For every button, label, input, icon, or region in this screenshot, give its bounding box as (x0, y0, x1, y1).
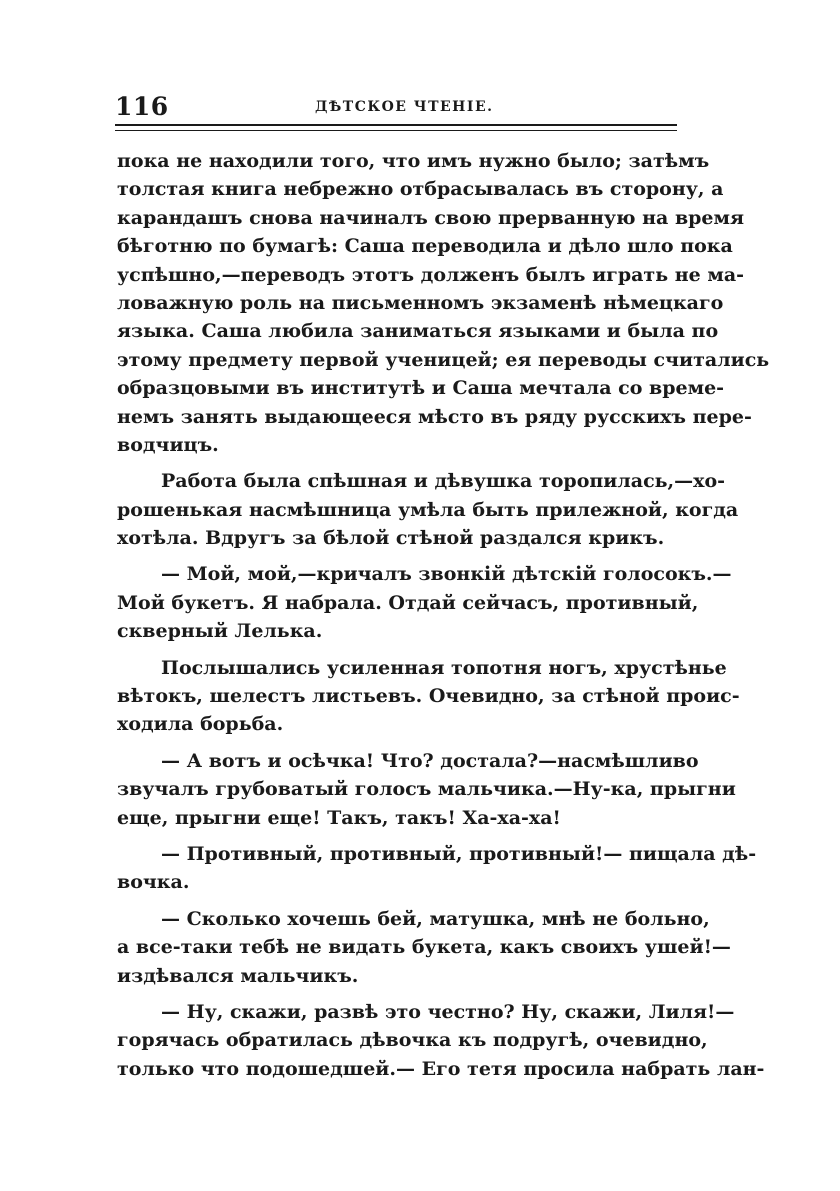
text-line: немъ занять выдающееся мѣсто въ ряду русскихъ пере- (117, 405, 752, 428)
text-line: звучалъ грубоватый голосъ мальчика.—Ну-ка, прыгни (117, 778, 736, 801)
text-line: образцовыми въ институтѣ и Саша мечтала со време- (117, 377, 725, 400)
header-rule-thick (115, 124, 677, 126)
text-line: пока не находили того, что имъ нужно было; затѣмъ (117, 150, 710, 172)
text-line: бѣготню по бумагѣ: Саша переводила и дѣло шло пока (117, 235, 733, 258)
header-rule-thin (115, 130, 677, 131)
paragraph-gap (117, 897, 683, 905)
paragraph-gap (117, 552, 683, 560)
paragraph (117, 147, 770, 459)
text-line: — Ну, скажи, развѣ это честно? Ну, скажи, Лиля!— (161, 1000, 735, 1023)
running-head: ДѢТСКОЕ ЧТЕНІЕ. (315, 99, 494, 115)
text-line: горячась обратилась дѣвочка къ подругѣ, очевидно, (117, 1029, 708, 1052)
paragraph-gap (117, 990, 683, 998)
paragraph (117, 905, 731, 990)
text-line: хотѣла. Вдругъ за бѣлой стѣной раздался крикъ. (117, 527, 665, 550)
text-line: — Мой, мой,—кричалъ звонкій дѣтскій голосокъ.— (161, 563, 732, 586)
paragraph-gap (117, 739, 683, 747)
text-line: вѣтокъ, шелестъ листьевъ. Очевидно, за стѣной проис- (117, 685, 740, 708)
paragraph (117, 840, 757, 897)
text-line: скверный Лелька. (117, 620, 323, 643)
text-line: языка. Саша любила заниматься языками и была по (117, 320, 719, 343)
text-line: Послышались усиленная топотня ногъ, хрустѣнье (161, 656, 727, 679)
paragraph-gap (117, 459, 683, 467)
text-line: Работа была спѣшная и дѣвушка торопилась,—хо- (161, 470, 726, 493)
text-line: еще, прыгни еще! Такъ, такъ! Ха-ха-ха! (117, 806, 561, 829)
text-line: а все-таки тебѣ не видать букета, какъ своихъ ушей!— (117, 936, 731, 959)
paragraph (117, 998, 765, 1083)
text-line: только что подошедшей.— Его тетя просила набрать лан- (117, 1057, 765, 1080)
body-text (117, 147, 770, 1083)
paragraph (117, 654, 740, 739)
text-line: водчицъ. (117, 433, 219, 456)
paragraph (117, 467, 739, 552)
text-line: рошенькая насмѣшница умѣла быть прилежной, когда (117, 498, 739, 521)
page-header (115, 92, 677, 122)
text-line: карандашъ снова начиналъ свою прерванную на время (117, 206, 745, 229)
text-line: — А вотъ и осѣчка! Что? достала?—насмѣшливо (161, 749, 699, 772)
paragraph-gap (117, 646, 683, 654)
text-line: вочка. (117, 871, 190, 894)
text-line: — Сколько хочешь бей, матушка, мнѣ не больно, (161, 907, 710, 930)
text-line: толстая книга небрежно отбрасывалась въ сторону, а (117, 178, 724, 201)
text-line: издѣвался мальчикъ. (117, 964, 359, 987)
text-line: Мой букетъ. Я набрала. Отдай сейчасъ, противный, (117, 591, 699, 614)
paragraph (117, 747, 736, 832)
page-number: 116 (115, 92, 169, 121)
text-line: этому предмету первой ученицей; ея переводы считались (117, 348, 770, 371)
text-line: ловажную роль на письменномъ экзаменѣ нѣмецкаго (117, 291, 724, 314)
paragraph-gap (117, 832, 683, 840)
paragraph (117, 560, 732, 645)
text-line: успѣшно,—переводъ этотъ долженъ былъ играть не ма- (117, 263, 745, 286)
text-line: — Противный, противный, противный!— пищала дѣ- (161, 842, 757, 865)
text-line: ходила борьба. (117, 713, 284, 736)
